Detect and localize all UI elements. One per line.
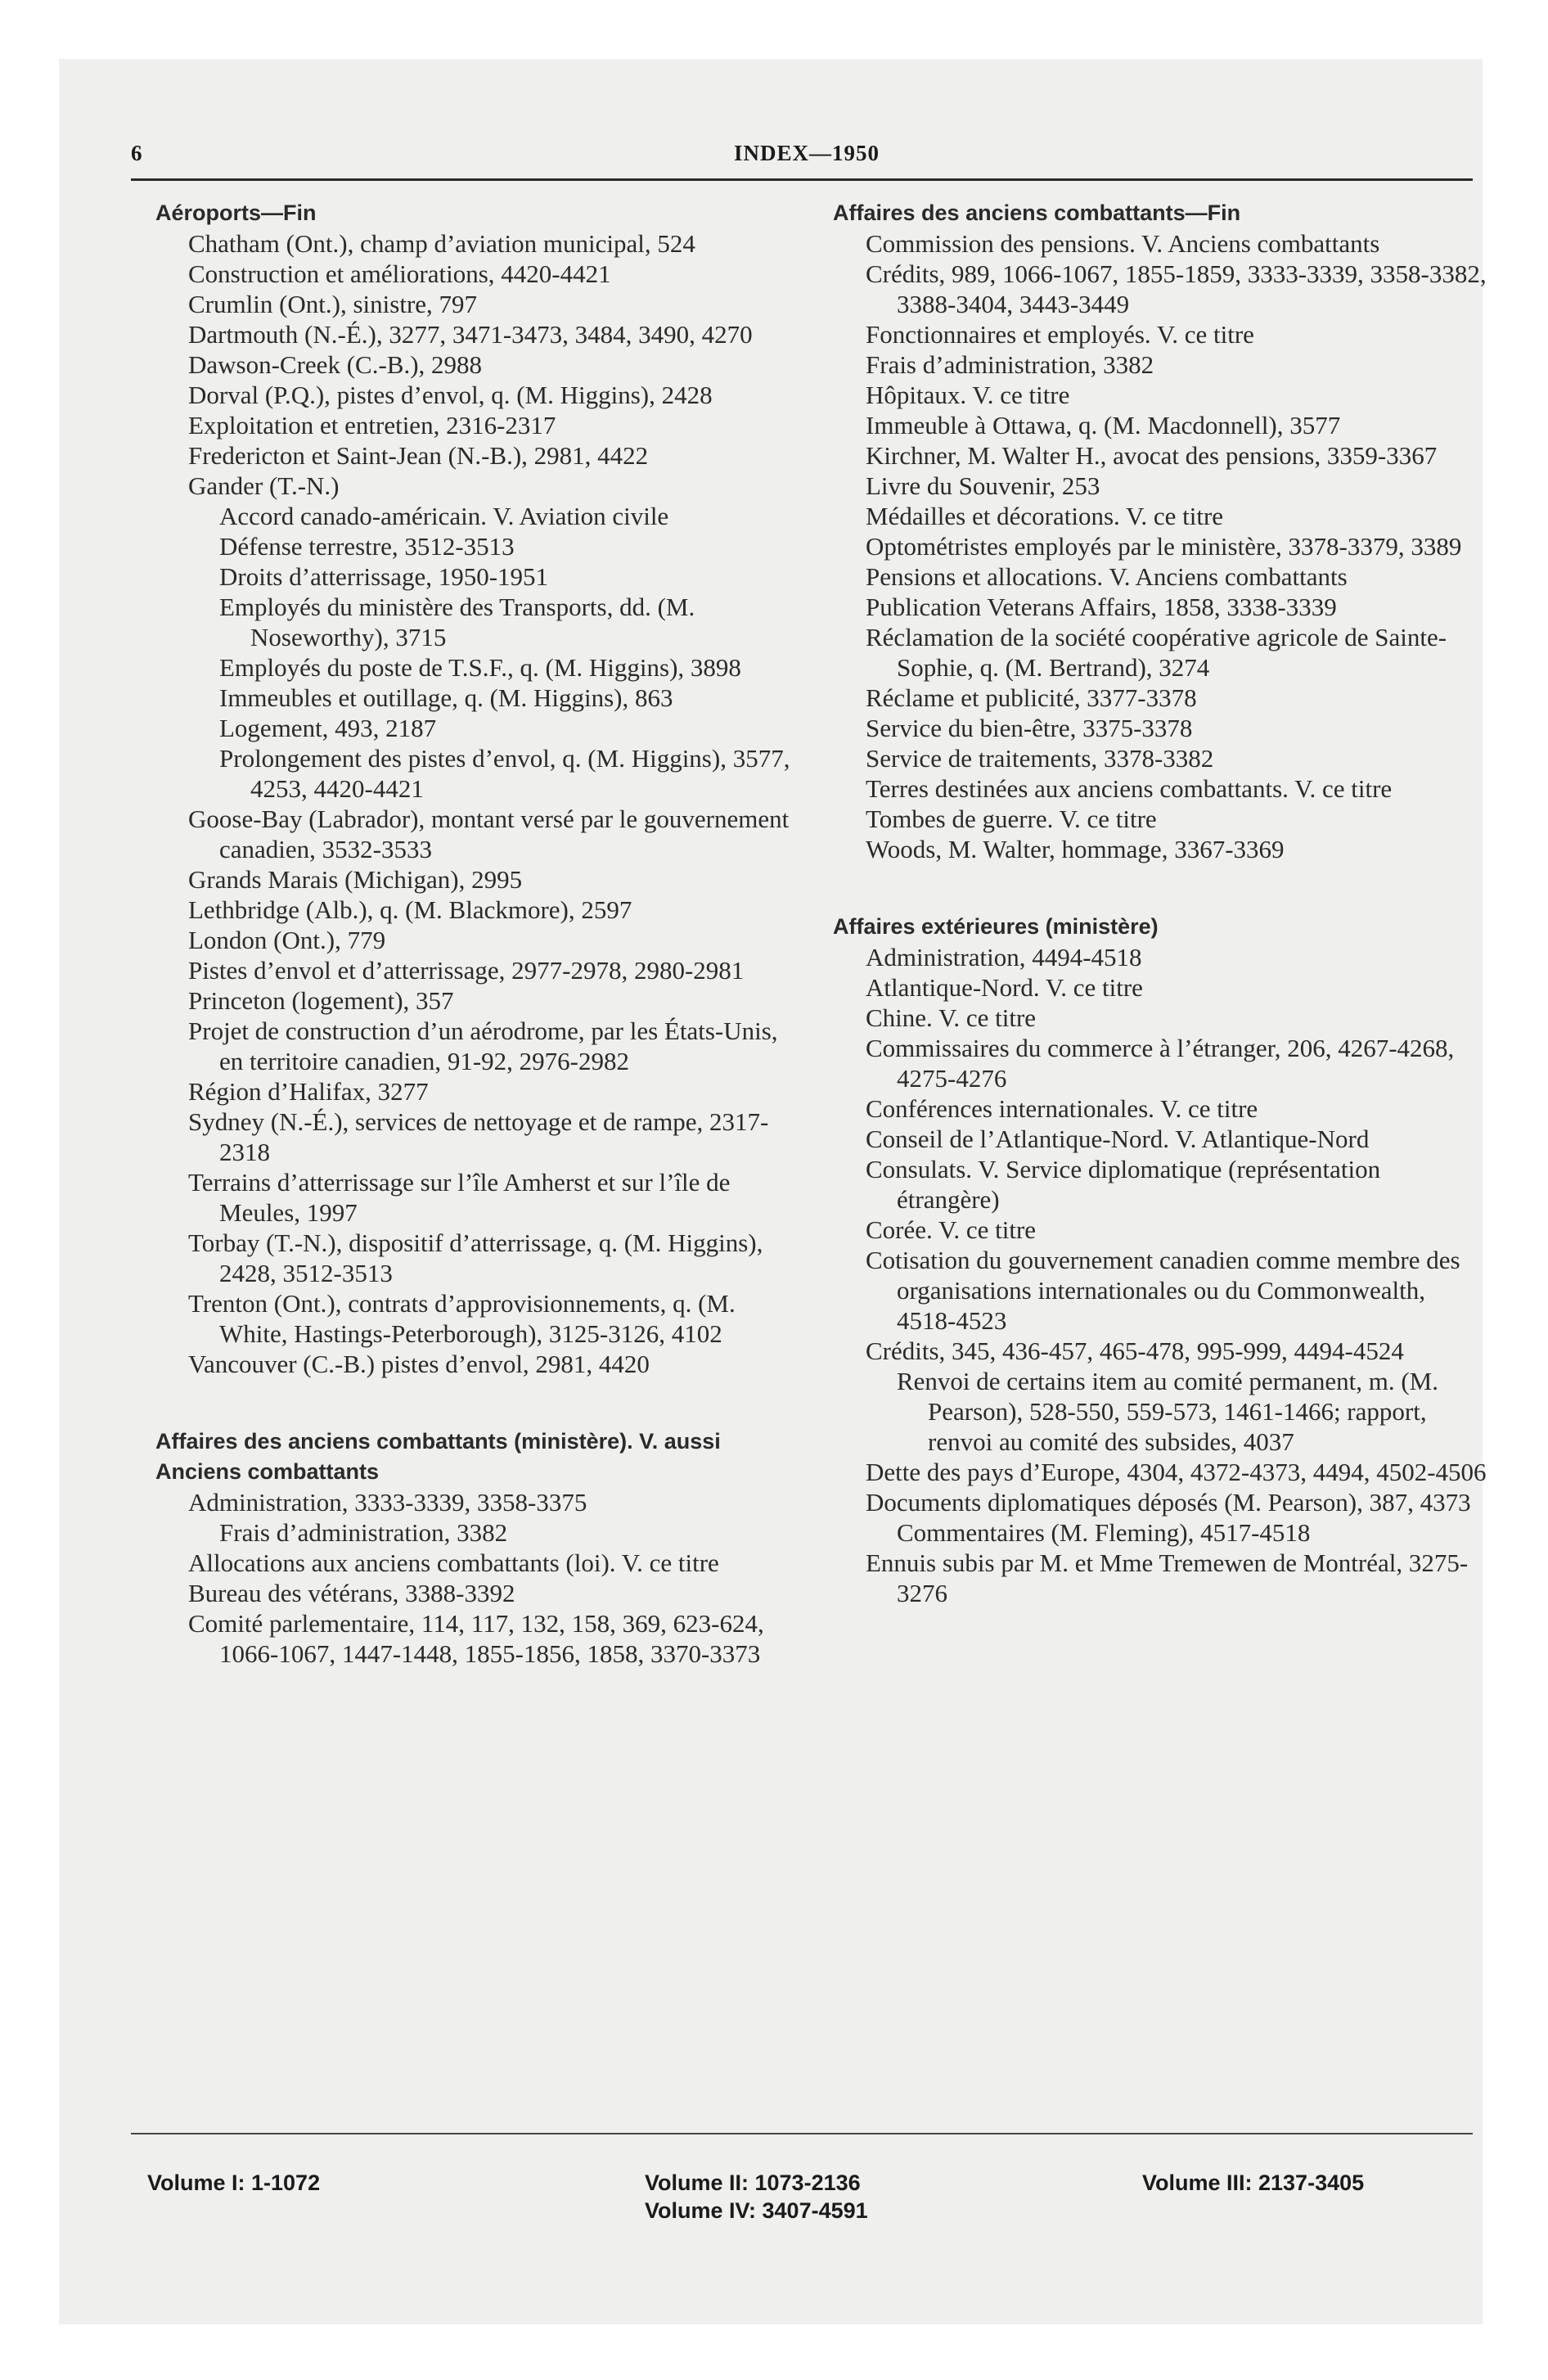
index-heading: Affaires des anciens combattants—Fin [833,201,1241,225]
index-entry: Droits d’atterrissage, 1950-1951 [219,562,549,591]
index-entry: Kirchner, M. Walter H., avocat des pensions, 3359-3367 [866,441,1438,470]
index-entry: Hôpitaux. V. ce titre [866,381,1070,409]
index-entry: Projet de construction d’un aérodrome, par les États-Unis, en territoire canadien, 91-92, 2976-2982 [188,1016,778,1075]
index-entry: Commission des pensions. V. Anciens combattants [866,229,1380,258]
index-entry: Médailles et décorations. V. ce titre [866,502,1224,530]
index-heading: Affaires extérieures (ministère) [833,914,1159,939]
index-entry: Lethbridge (Alb.), q. (M. Blackmore), 2597 [188,895,632,924]
index-entry: Publication Veterans Affairs, 1858, 3338-3339 [866,593,1337,621]
index-entry: Tombes de guerre. V. ce titre [866,805,1157,833]
index-entry: Consulats. V. Service diplomatique (représentation étrangère) [866,1155,1381,1214]
index-entry: Pensions et allocations. V. Anciens combattants [866,562,1348,591]
index-entry: Dawson-Creek (C.-B.), 2988 [188,350,483,379]
index-entry: Cotisation du gouvernement canadien comme membre des organisations internationales ou du Commonwealth, 4518-4523 [866,1246,1460,1335]
index-entry: Dartmouth (N.-É.), 3277, 3471-3473, 3484, 3490, 4270 [188,320,753,349]
footer-rule [131,2133,1473,2134]
index-entry: Terres destinées aux anciens combattants. V. ce titre [866,774,1393,803]
index-entry: Princeton (logement), 357 [188,986,454,1015]
index-entry: Woods, M. Walter, hommage, 3367-3369 [866,835,1285,863]
index-entry: Chatham (Ont.), champ d’aviation municipal, 524 [188,229,695,258]
index-entry: Bureau des vétérans, 3388-3392 [188,1579,515,1607]
index-entry: Immeuble à Ottawa, q. (M. Macdonnell), 3577 [866,411,1341,439]
index-entry: Immeubles et outillage, q. (M. Higgins), 863 [219,683,673,712]
index-entry: Fonctionnaires et employés. V. ce titre [866,320,1254,349]
volume-range-3: Volume III: 2137-3405 [1142,2170,1365,2195]
index-entry: Logement, 493, 2187 [219,714,437,742]
index-entry: Commentaires (M. Fleming), 4517-4518 [897,1518,1311,1547]
left-column [155,198,794,1669]
index-entry: Exploitation et entretien, 2316-2317 [188,411,556,439]
index-entry: Réclame et publicité, 3377-3378 [866,683,1197,712]
index-entry: Chine. V. ce titre [866,1003,1037,1032]
index-entry: Conférences internationales. V. ce titre [866,1094,1258,1123]
index-entry: Allocations aux anciens combattants (loi). V. ce titre [188,1548,719,1577]
index-entry: Employés du poste de T.S.F., q. (M. Higgins), 3898 [219,653,741,682]
index-entry: Réclamation de la société coopérative agricole de Sainte-Sophie, q. (M. Bertrand), 3274 [866,623,1447,682]
page-header [131,141,1483,175]
right-column [833,198,1487,1608]
index-entry: Goose-Bay (Labrador), montant versé par le gouvernement canadien, 3532-3533 [188,805,790,863]
index-entry: Dette des pays d’Europe, 4304, 4372-4373, 4494, 4502-4506 [866,1458,1487,1486]
index-entry: Conseil de l’Atlantique-Nord. V. Atlantique-Nord [866,1125,1370,1153]
index-entry: Fredericton et Saint-Jean (N.-B.), 2981, 4422 [188,441,649,470]
volume-range-2: Volume II: 1073-2136 [645,2170,861,2195]
index-entry: Prolongement des pistes d’envol, q. (M. Higgins), 3577, 4253, 4420-4421 [219,744,790,803]
index-heading: Affaires des anciens combattants (ministère). V. aussi Anciens combattants [155,1429,721,1484]
index-entry: Service de traitements, 3378-3382 [866,744,1214,773]
index-entry: Crédits, 345, 436-457, 465-478, 995-999, 4494-4524 [866,1336,1404,1365]
index-entry: Documents diplomatiques déposés (M. Pearson), 387, 4373 [866,1488,1471,1517]
index-entry: Atlantique-Nord. V. ce titre [866,973,1143,1002]
index-heading: Aéroports—Fin [155,201,317,225]
index-entry: Pistes d’envol et d’atterrissage, 2977-2978, 2980-2981 [188,956,745,985]
index-entry: Vancouver (C.-B.) pistes d’envol, 2981, 4420 [188,1350,650,1378]
index-entry: Construction et améliorations, 4420-4421 [188,259,611,288]
index-entry: Grands Marais (Michigan), 2995 [188,865,523,894]
index-entry: Corée. V. ce titre [866,1215,1037,1244]
index-entry: Employés du ministère des Transports, dd. (M. Noseworthy), 3715 [219,593,695,651]
index-entry: Comité parlementaire, 114, 117, 132, 158, 369, 623-624, 1066-1067, 1447-1448, 1855-1856, 1858, 3370-3373 [188,1609,764,1668]
index-entry: Administration, 4494-4518 [866,943,1142,971]
index-entry: Administration, 3333-3339, 3358-3375 [188,1488,587,1517]
index-entry: Sydney (N.-É.), services de nettoyage et de rampe, 2317-2318 [188,1107,769,1166]
index-entry: Dorval (P.Q.), pistes d’envol, q. (M. Higgins), 2428 [188,381,713,409]
index-entry: Livre du Souvenir, 253 [866,471,1100,500]
volume-range-4: Volume IV: 3407-4591 [645,2198,868,2223]
header-rule [131,178,1473,181]
page-title: INDEX—1950 [733,141,880,165]
index-entry: Torbay (T.-N.), dispositif d’atterrissage, q. (M. Higgins), 2428, 3512-3513 [188,1228,763,1287]
index-entry: Frais d’administration, 3382 [866,350,1154,379]
index-entry: Crédits, 989, 1066-1067, 1855-1859, 3333-3339, 3358-3382, 3388-3404, 3443-3449 [866,259,1487,318]
index-entry: London (Ont.), 779 [188,926,386,954]
index-entry: Terrains d’atterrissage sur l’île Amherst et sur l’île de Meules, 1997 [188,1168,731,1227]
index-entry: Optométristes employés par le ministère, 3378-3379, 3389 [866,532,1462,561]
page-number: 6 [131,141,142,165]
index-entry: Région d’Halifax, 3277 [188,1077,429,1106]
index-entry: Trenton (Ont.), contrats d’approvisionnements, q. (M. White, Hastings-Peterborough), 3125-3126, 4102 [188,1289,736,1348]
index-entry: Gander (T.-N.) [188,471,340,500]
index-entry: Accord canado-américain. V. Aviation civile [219,502,669,530]
index-entry: Crumlin (Ont.), sinistre, 797 [188,290,478,318]
index-entry: Ennuis subis par M. et Mme Tremewen de Montréal, 3275-3276 [866,1548,1469,1607]
index-entry: Renvoi de certains item au comité permanent, m. (M. Pearson), 528-550, 559-573, 1461-1466; rapport, renvoi au comité des subsides, 4037 [897,1367,1438,1456]
index-page [59,59,1487,2324]
index-entry: Service du bien-être, 3375-3378 [866,714,1193,742]
index-entry: Défense terrestre, 3512-3513 [219,532,515,561]
volume-range-1: Volume I: 1-1072 [147,2170,321,2195]
index-entry: Commissaires du commerce à l’étranger, 206, 4267-4268, 4275-4276 [866,1034,1455,1093]
index-entry: Frais d’administration, 3382 [219,1518,508,1547]
